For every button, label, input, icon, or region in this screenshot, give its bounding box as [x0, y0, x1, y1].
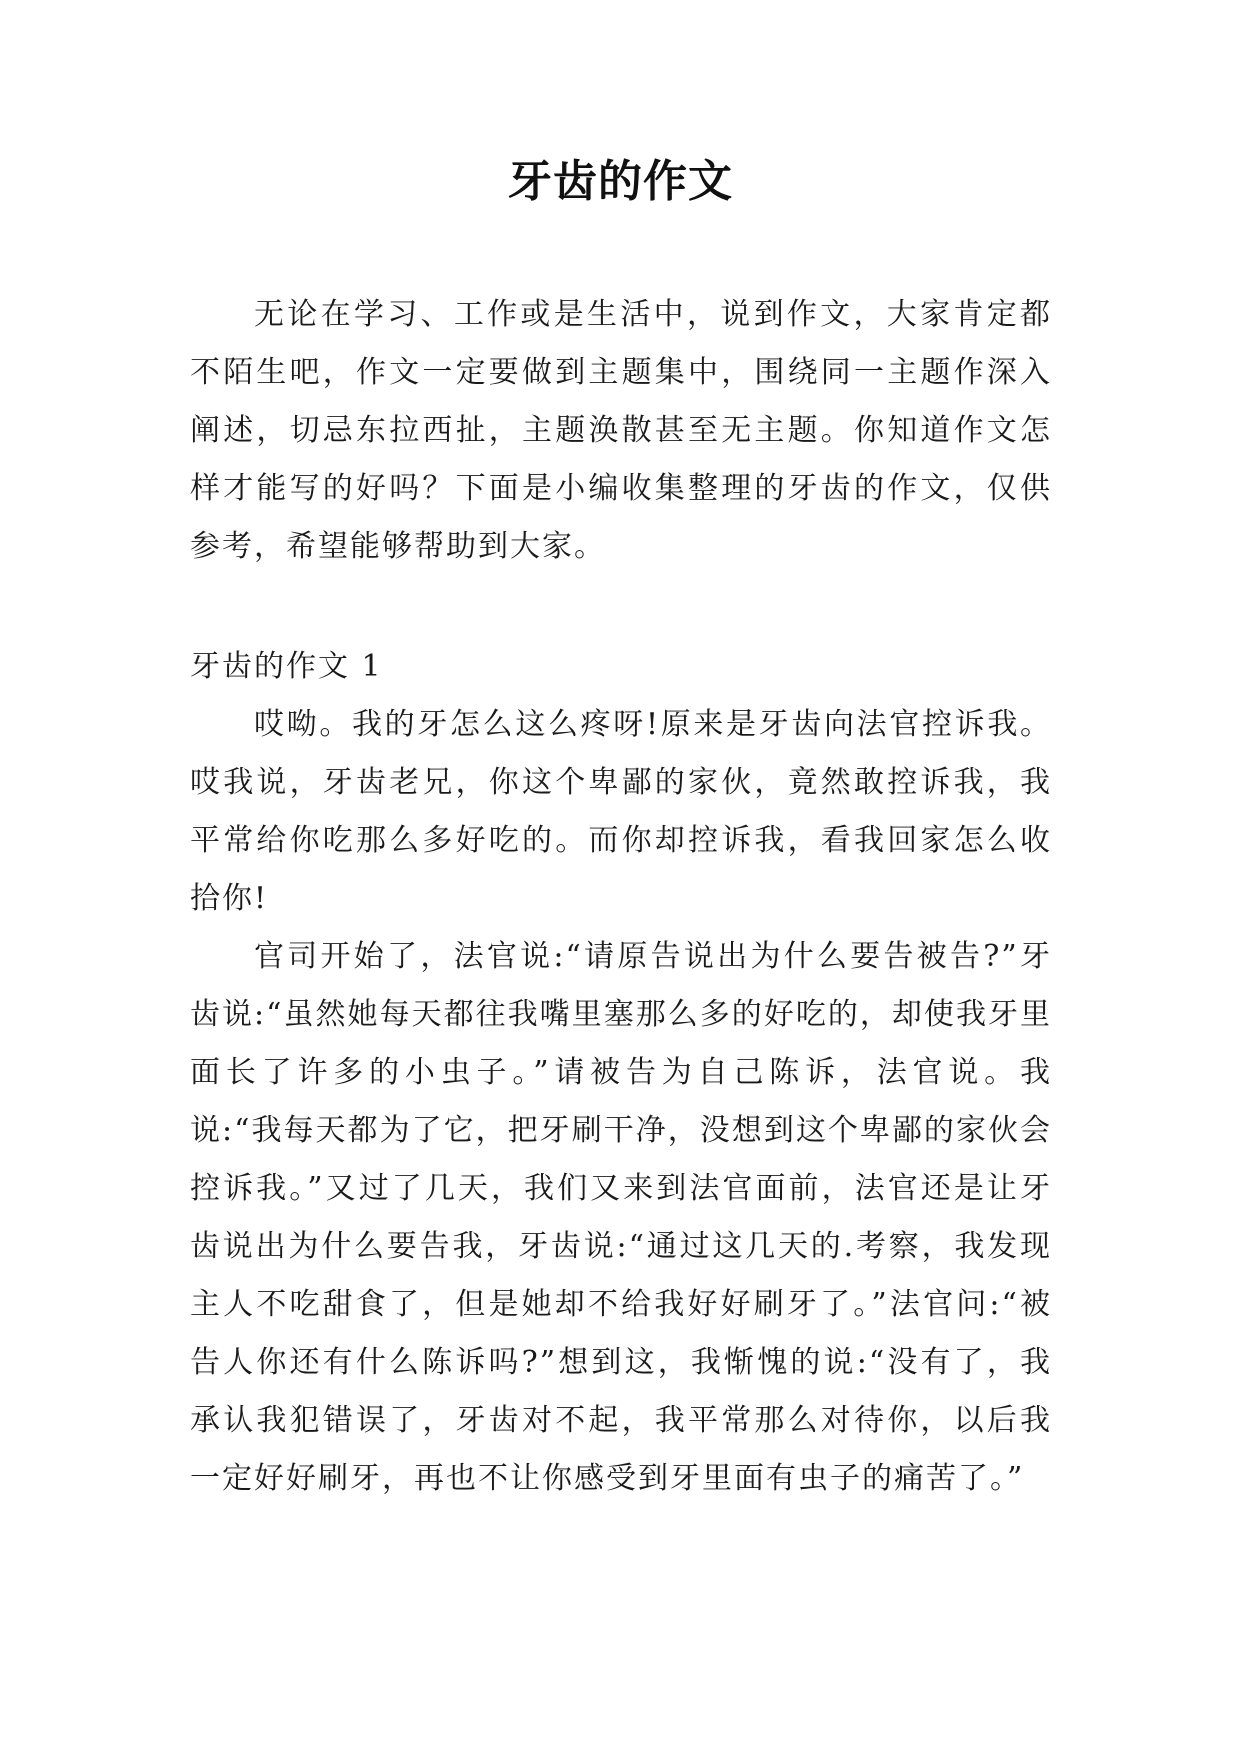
document-title: 牙齿的作文	[508, 156, 733, 207]
section-heading: 牙齿的作文 1	[190, 649, 383, 684]
body-paragraph-2: 官司开始了，法官说:“请原告说出为什么要告被告?”牙齿说:“虽然她每天都往我嘴里塞那么多的好吃的，却使我牙里面长了许多的小虫子。”请被告为自己陈诉，法官说。我说:“我每天都为了它，把牙刷干净，没想到这个卑鄙的家伙会控诉我。”又过了几天，我们又来到法官面前，法官还是让牙齿说出为什么要告我，牙齿说:“通过这几天的.考察，我发现主人不吃甜食了，但是她却不给我好好刷牙了。”法官问:“被告人你还有什么陈诉吗?”想到这，我惭愧的说:“没有了，我承认我犯错误了，牙齿对不起，我平常那么对待你，以后我一定好好刷牙，再也不让你感受到牙里面有虫子的痛苦了。”	[190, 939, 1052, 1496]
intro-paragraph: 无论在学习、工作或是生活中，说到作文，大家肯定都不陌生吧，作文一定要做到主题集中，围绕同一主题作深入阐述，切忌东拉西扯，主题涣散甚至无主题。你知道作文怎样才能写的好吗？下面是小编收集整理的牙齿的作文，仅供参考，希望能够帮助到大家。	[190, 297, 1052, 564]
body-paragraph-1: 哎呦。我的牙怎么这么疼呀!原来是牙齿向法官控诉我。哎我说，牙齿老兄，你这个卑鄙的家伙，竟然敢控诉我，我平常给你吃那么多好吃的。而你却控诉我，看我回家怎么收拾你!	[190, 707, 1052, 916]
